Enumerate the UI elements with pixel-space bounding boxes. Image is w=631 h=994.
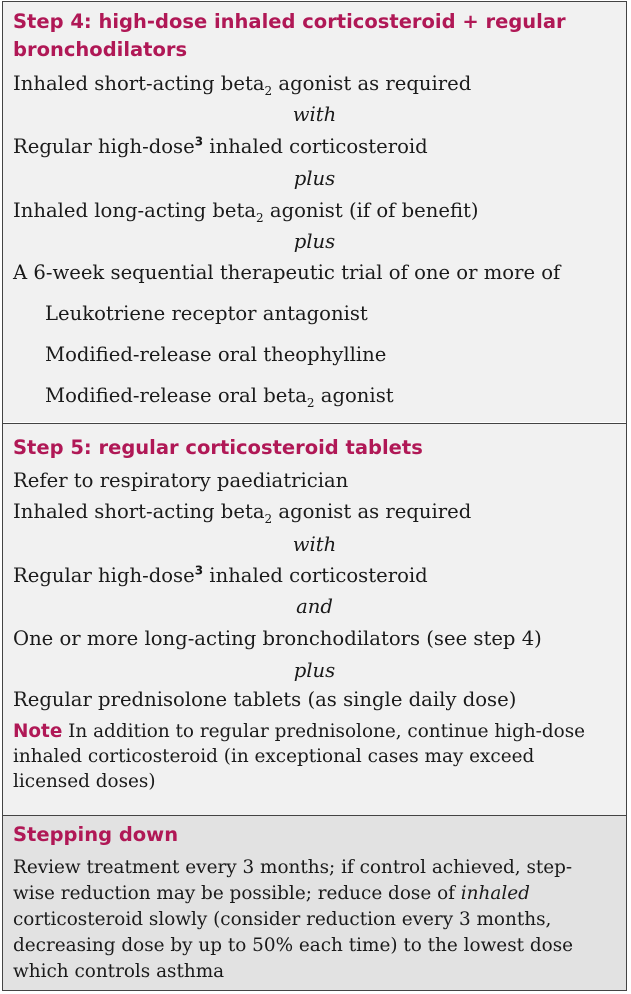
step4-plus-2: plus (293, 230, 336, 253)
stepping-down-line2: wise reduction may be possible; reduce dose of inhaled (13, 883, 530, 904)
step4-option-theophylline: Modified-release oral theophylline (45, 343, 387, 366)
stepping-down-title: Stepping down (13, 823, 179, 846)
step5-note-line3: licensed doses) (13, 771, 156, 792)
step5-and: and (296, 595, 333, 618)
step5-refer: Refer to respiratory paediatrician (13, 469, 349, 492)
step4-option-oral-beta2: Modified-release oral beta$_2$ agonist (45, 384, 394, 410)
step5-note-line2: inhaled corticosteroid (in exceptional cases may exceed (13, 746, 535, 767)
step4-laba: Inhaled long-acting beta$_2$ agonist (if of benefit) (13, 199, 479, 225)
step5-title: Step 5: regular corticosteroid tablets (13, 436, 423, 459)
stepping-down-line1: Review treatment every 3 months; if control achieved, step- (13, 857, 573, 878)
step5-prednisolone: Regular prednisolone tablets (as single daily dose) (13, 688, 517, 711)
step4-saba: Inhaled short-acting beta$_2$ agonist as required (13, 72, 472, 98)
step4-trial: A 6-week sequential therapeutic trial of one or more of (13, 261, 561, 284)
step5-ics: Regular high-dose$^3$ inhaled corticosteroid (13, 563, 428, 587)
step4-plus-1: plus (293, 167, 336, 190)
step4-title-line2: bronchodilators (13, 38, 188, 61)
stepping-down-line4: decreasing dose by up to 50% each time) to the lowest dose (13, 935, 574, 956)
step5-with: with (292, 533, 337, 556)
stepping-down-line5: which controls asthma (13, 961, 225, 982)
step4-ics: Regular high-dose$^3$ inhaled corticosteroid (13, 134, 428, 158)
step4-option-ltra: Leukotriene receptor antagonist (45, 302, 368, 325)
step5-plus: plus (293, 659, 336, 682)
step5-note-line1: Note In addition to regular prednisolone, continue high-dose (13, 721, 586, 742)
step4-with: with (292, 103, 337, 126)
step5-long-acting: One or more long-acting bronchodilators (see step 4) (13, 627, 542, 650)
stepping-down-line3: corticosteroid slowly (consider reduction every 3 months, (13, 909, 552, 930)
note-label: Note (13, 721, 63, 742)
step5-saba: Inhaled short-acting beta$_2$ agonist as required (13, 500, 472, 526)
step4-title-line1: Step 4: high-dose inhaled corticosteroid + regular (13, 10, 566, 33)
table-frame (2, 1, 627, 991)
